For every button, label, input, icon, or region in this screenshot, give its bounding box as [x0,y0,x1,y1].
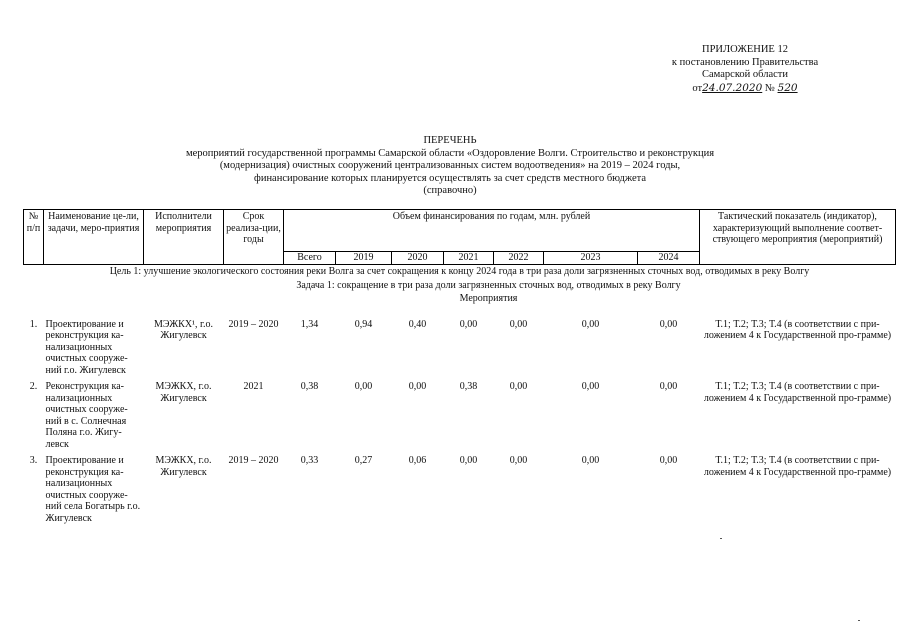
task-row: Задача 1: сокращение в три раза доли загрязненных сточных вод, отводимых в реку Волгу [296,279,681,291]
row-indicator: Т.1; Т.2; Т.3; Т.4 (в соответствии с при-ложением 4 к Государственной про-грамме) [703,381,892,404]
row-indicator: Т.1; Т.2; Т.3; Т.4 (в соответствии с при-ложением 4 к Государственной про-грамме) [703,455,892,478]
handwritten-date: 24.07.2020 [702,81,763,94]
document-title: ПЕРЕЧЕНЬ [423,135,477,146]
appendix-title: ПРИЛОЖЕНИЕ 12 [702,44,788,55]
row-executor: МЭЖКХ, г.о. Жигулевск [155,455,212,478]
col-header-num: № п/п [24,210,44,265]
col-header-name: Наименование це-ли, задачи, меро-приятия [44,210,144,265]
row-num: 2. [29,381,38,392]
row-2020: 0,00 [408,381,427,392]
handwritten-number: 520 [777,81,798,94]
col-header-indicator: Тактический показатель (индикатор), характеризующий выполнение соответ-ствующего мероприятия (мероприятий) [700,210,896,265]
heading-line4: (справочно) [423,185,477,196]
table-row [24,451,896,525]
row-2022: 0,00 [509,455,528,466]
col-header-executor: Исполнители мероприятия [144,210,224,265]
appendix-block [660,44,830,95]
row-indicator: Т.1; Т.2; Т.3; Т.4 (в соответствии с при-ложением 4 к Государственной про-грамме) [703,318,892,341]
row-2022: 0,00 [509,381,528,392]
row-num: 3. [29,455,38,466]
appendix-line2: Самарской области [702,69,788,80]
scan-speck [720,538,722,539]
row-term: 2019 – 2020 [228,455,279,466]
row-2021: 0,38 [459,381,478,392]
row-2023: 0,00 [581,381,600,392]
appendix-date-line [660,82,830,96]
col-header-2019: 2019 [336,252,392,265]
col-header-2023: 2023 [544,252,638,265]
row-2023: 0,00 [581,318,600,330]
document-heading [120,135,780,198]
row-2022: 0,00 [509,318,528,330]
row-2019: 0,94 [354,318,373,330]
appendix-line1: к постановлению Правительства [671,56,819,68]
number-prefix: № [764,82,775,94]
col-header-term: Срок реализа-ции, годы [224,210,284,265]
row-name: Проектирование и реконструкция ка-нализационных очистных сооруже-ний села Богатырь г.о. Жигулевск [45,455,141,524]
row-term: 2019 – 2020 [228,318,279,330]
row-2020: 0,40 [408,318,427,330]
heading-line3: финансирование которых планируется осуществлять за счет средств местного бюджета [254,172,646,184]
row-2024: 0,00 [659,455,678,466]
heading-line2: (модернизация) очистных сооружений централизованных систем водоотведения» на 2019 – 2024 годы, [219,160,681,171]
row-name: Реконструкция ка-нализационных очистных сооруже-ний в с. Солнечная Поляна г.о. Жигу-левск [45,381,128,450]
scan-speck [858,620,860,621]
row-total: 0,33 [300,455,319,466]
row-2021: 0,00 [459,455,478,466]
row-term: 2021 [243,381,264,392]
goal-row: Цель 1: улучшение экологического состояния реки Волга за счет сокращения к концу 2024 года в три раза доли загрязненных сточных вод, отводимых в реку Волгу [109,266,810,277]
row-name: Проектирование и реконструкция ка-нализационных очистных сооруже-ний г.о. Жигулевск [45,318,128,376]
row-2019: 0,27 [354,455,373,466]
col-header-2022: 2022 [494,252,544,265]
row-2021: 0,00 [459,318,478,330]
date-prefix: от [692,82,703,94]
row-executor: МЭЖКХ, г.о. Жигулевск [155,381,212,404]
table-row [24,377,896,451]
row-num: 1. [29,318,38,330]
col-header-finance: Объем финансирования по годам, млн. рублей [284,210,700,252]
col-header-total: Всего [284,252,336,265]
col-header-2024: 2024 [638,252,700,265]
row-2023: 0,00 [581,455,600,466]
measures-label: Мероприятия [459,293,518,304]
row-2019: 0,00 [354,381,373,392]
heading-line1: мероприятий государственной программы Самарской области «Оздоровление Волги. Строительство и реконструкция [185,147,715,159]
row-executor: МЭЖКХ¹, г.о. Жигулевск [153,318,214,341]
row-total: 0,38 [300,381,319,392]
col-header-2020: 2020 [392,252,444,265]
row-2024: 0,00 [659,381,678,392]
row-total: 1,34 [300,318,319,330]
row-2024: 0,00 [659,318,678,330]
table-row [24,315,896,378]
col-header-2021: 2021 [444,252,494,265]
measures-table [23,209,896,525]
row-2020: 0,06 [408,455,427,466]
